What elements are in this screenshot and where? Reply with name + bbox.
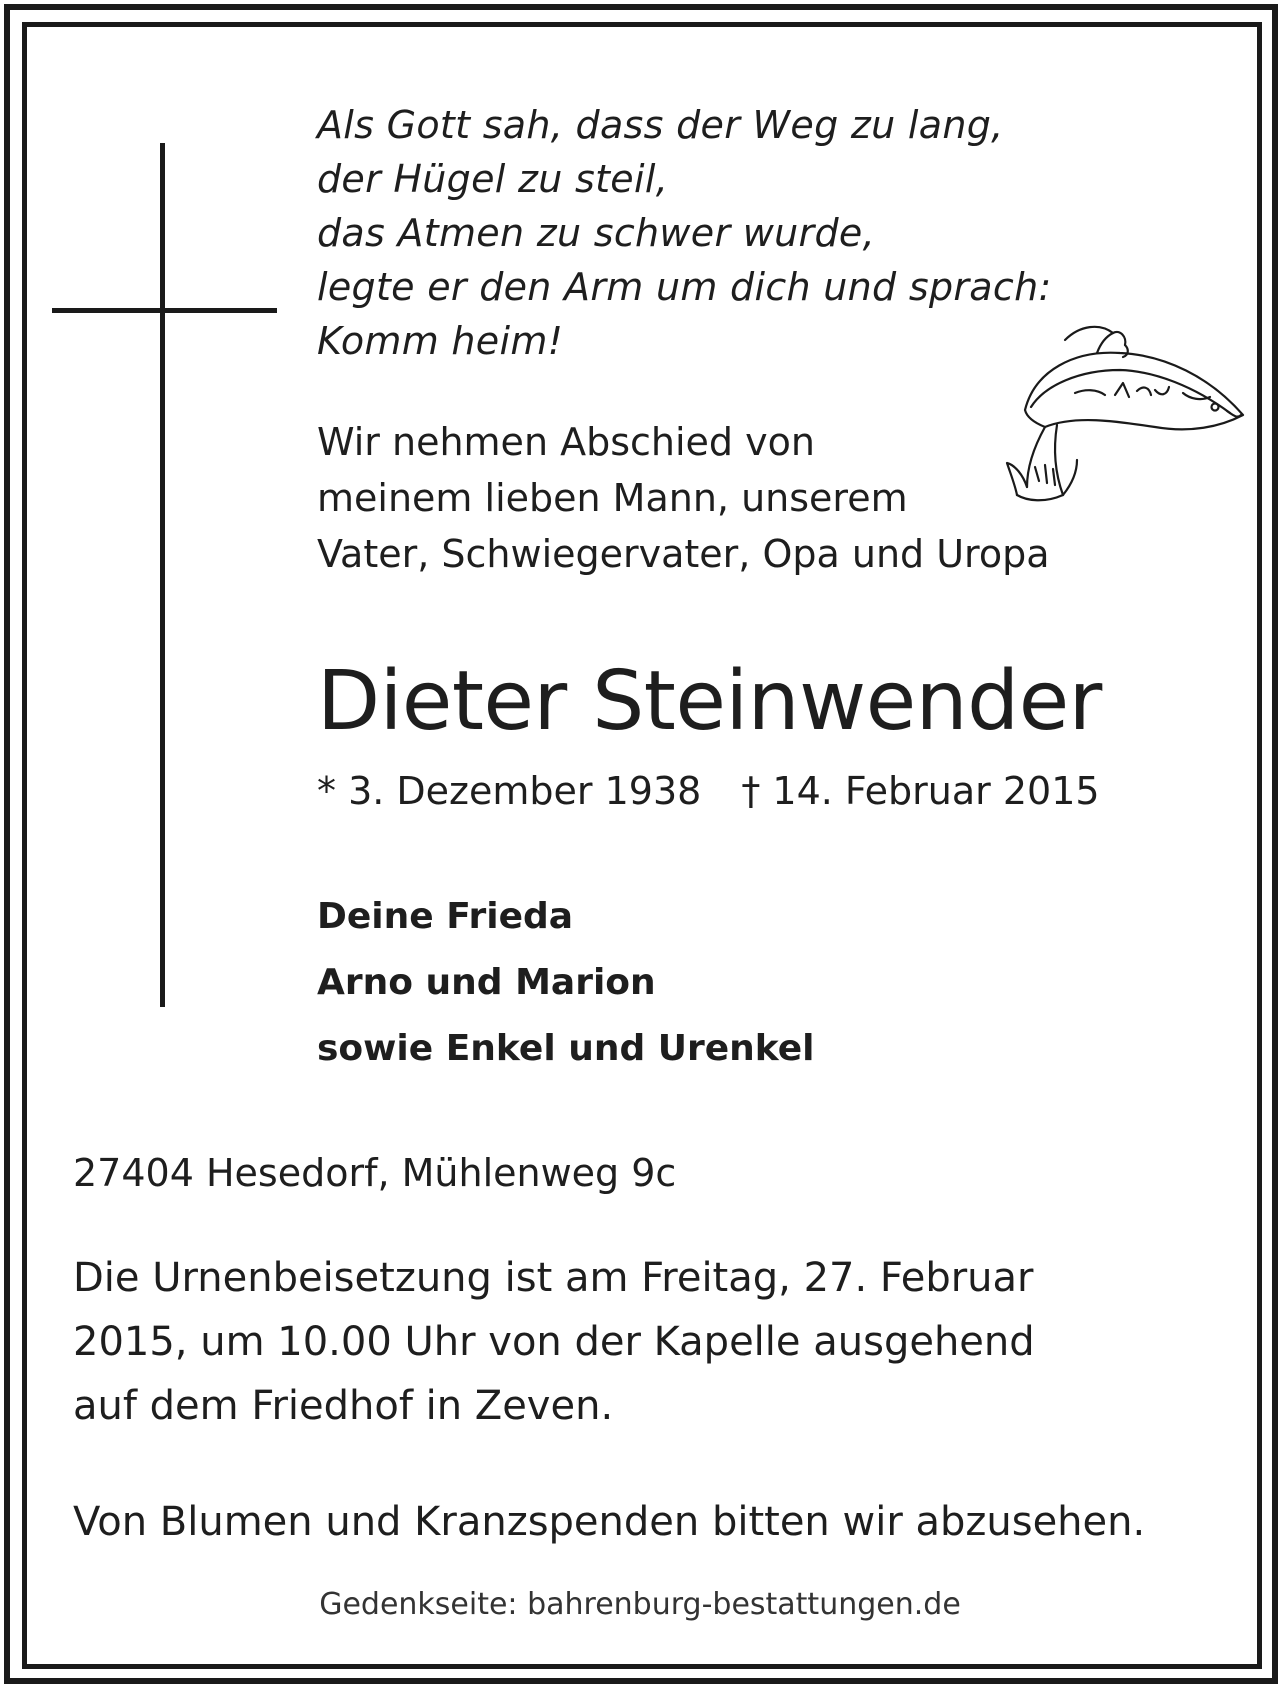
mourners-list	[317, 884, 815, 1082]
poem-verse	[317, 98, 1052, 368]
cross-vertical-bar	[160, 143, 165, 1007]
intro-line: Vater, Schwiegervater, Opa und Uropa	[317, 532, 1050, 576]
mourner-entry: Arno und Marion	[317, 962, 656, 1003]
burial-line: 2015, um 10.00 Uhr von der Kapelle ausgehend	[73, 1319, 1035, 1365]
burial-line: Die Urnenbeisetzung ist am Freitag, 27. Februar	[73, 1255, 1034, 1301]
flowers-note: Von Blumen und Kranzspenden bitten wir abzusehen.	[73, 1499, 1146, 1545]
life-dates	[317, 766, 1100, 816]
cross-horizontal-bar	[52, 308, 277, 313]
death-date: † 14. Februar 2015	[741, 769, 1100, 813]
burial-notice	[73, 1246, 1035, 1438]
birth-date: * 3. Dezember 1938	[317, 769, 702, 813]
poem-line: Komm heim!	[317, 319, 564, 363]
poem-line: das Atmen zu schwer wurde,	[317, 211, 875, 255]
poem-line: legte er den Arm um dich und sprach:	[317, 265, 1052, 309]
mourner-entry: sowie Enkel und Urenkel	[317, 1028, 815, 1069]
burial-line: auf dem Friedhof in Zeven.	[73, 1383, 614, 1429]
memorial-page-link[interactable]: Gedenkseite: bahrenburg-bestattungen.de	[319, 1587, 961, 1622]
deceased-name: Dieter Steinwender	[317, 654, 1102, 749]
poem-line: der Hügel zu steil,	[317, 157, 669, 201]
intro-line: meinem lieben Mann, unserem	[317, 476, 908, 520]
family-address: 27404 Hesedorf, Mühlenweg 9c	[73, 1151, 677, 1195]
intro-line: Wir nehmen Abschied von	[317, 420, 815, 464]
mourner-entry: Deine Frieda	[317, 896, 574, 937]
poem-line: Als Gott sah, dass der Weg zu lang,	[317, 103, 1004, 147]
farewell-intro	[317, 414, 1049, 582]
